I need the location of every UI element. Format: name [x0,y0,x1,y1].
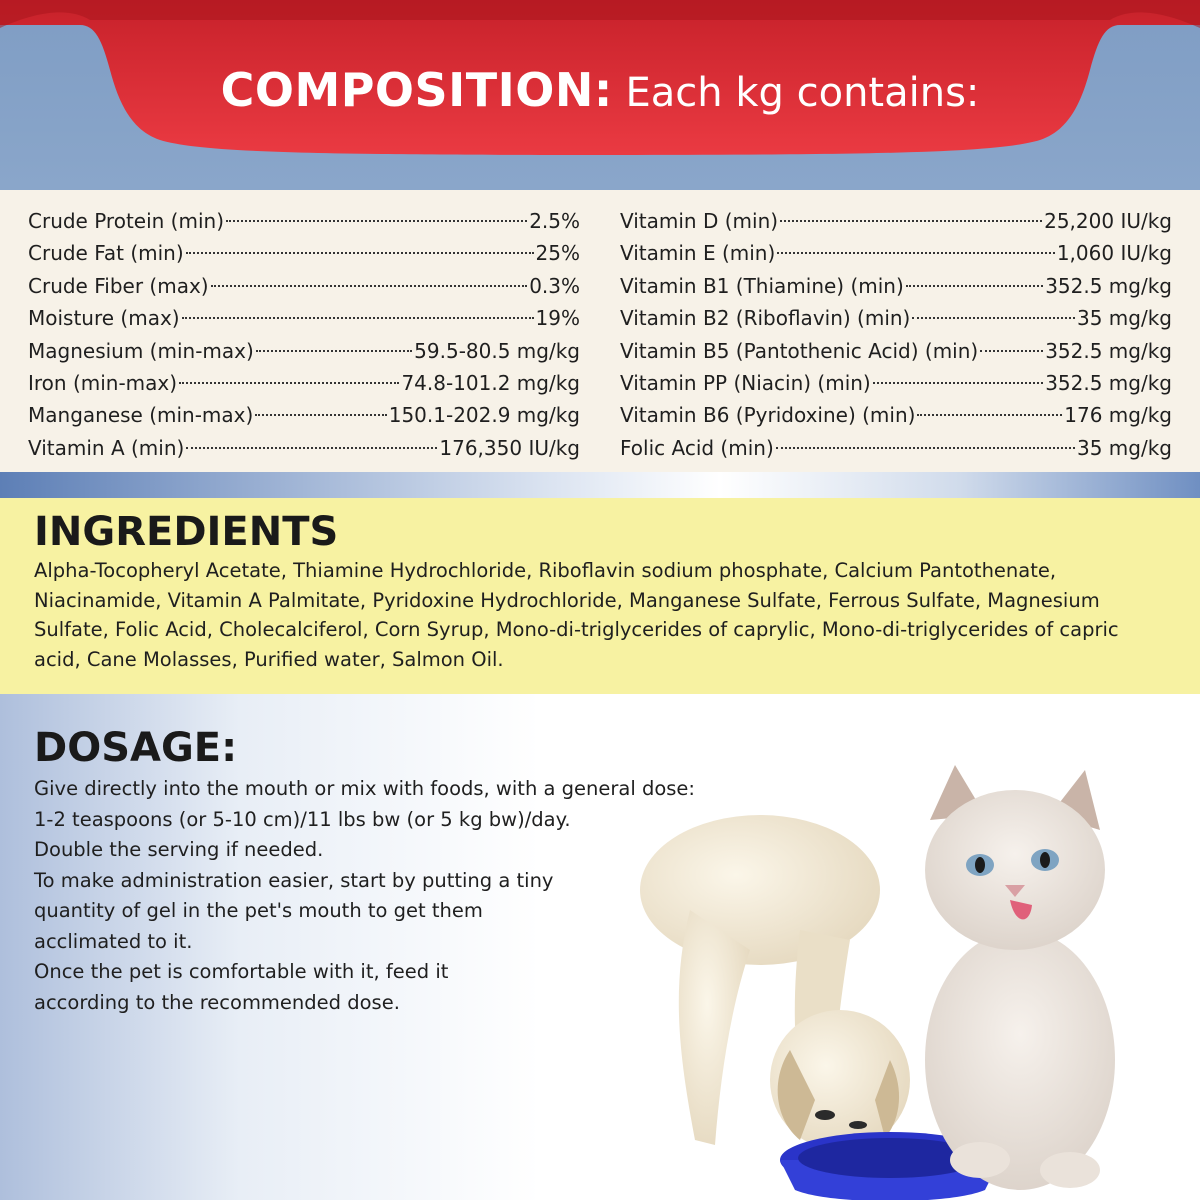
leader-dots [917,414,1062,416]
composition-row [28,205,580,237]
leader-dots [873,382,1043,384]
leader-dots [182,317,534,319]
nutrient-value: 2.5% [529,209,580,233]
nutrient-value: 176,350 IU/kg [439,435,580,460]
leader-dots [980,350,1043,352]
dosage-line: acclimated to it. [34,929,193,953]
composition-row [28,432,580,464]
composition-row [620,335,1172,367]
nutrient-value: 25% [535,241,580,266]
nutrient-label: Magnesium (min-max) [28,338,254,363]
nutrient-label: Crude Protein (min) [28,209,225,233]
nutrient-value: 352.5 mg/kg [1045,273,1172,298]
leader-dots [211,285,528,287]
composition-title [0,60,1200,123]
nutrient-value: 25,200 IU/kg [1044,209,1172,233]
composition-title-bold: COMPOSITION: [220,63,613,117]
nutrient-value: 19% [535,306,580,331]
leader-dots [255,414,386,416]
leader-dots [912,317,1075,319]
ingredients-text: Alpha-Tocopheryl Acetate, Thiamine Hydrochloride, Riboflavin sodium phosphate, Calcium Pantothenate, Niacinamide, Vitamin A Palmitate, Pyridoxine Hydrochloride, Manganese Sulfate, Ferrous Sulfate, Magnesium Sulfate, Folic Acid, Cholecalciferol, Corn Syrup, Mono-di-triglycerides of caprylic, Mono-di-triglycerides of capric acid, Cane Molasses, Purified water, Salmon Oil. [34,559,1119,671]
nutrient-label: Vitamin E (min) [620,241,776,266]
composition-row [620,367,1172,399]
nutrient-label: Vitamin B1 (Thiamine) (min) [620,273,904,298]
leader-dots [776,447,1075,449]
leader-dots [226,220,527,222]
composition-row [620,237,1172,269]
dosage-line: 1-2 teaspoons (or 5-10 cm)/11 lbs bw (or 5 kg bw)/day. [34,807,571,831]
nutrient-value: 35 mg/kg [1077,435,1172,460]
ingredients-section [0,498,1200,694]
composition-row [28,302,580,334]
leader-dots [186,252,534,254]
nutrient-value: 0.3% [529,273,580,298]
composition-column-right [620,205,1172,464]
leader-dots [256,350,412,352]
nutrient-value: 150.1-202.9 mg/kg [388,403,580,428]
dosage-line: Double the serving if needed. [34,838,324,861]
leader-dots [777,252,1055,254]
composition-row [28,335,580,367]
nutrient-value: 352.5 mg/kg [1045,338,1172,363]
ingredients-title: INGREDIENTS [34,509,339,555]
nutrient-label: Folic Acid (min) [620,435,774,460]
composition-row [620,399,1172,431]
composition-row [620,270,1172,302]
composition-row [620,302,1172,334]
nutrient-label: Vitamin D (min) [620,209,779,233]
composition-title-rest: Each kg contains: [612,70,980,116]
dosage-line: quantity of gel in the pet's mouth to get them [34,899,483,922]
nutrient-value: 1,060 IU/kg [1056,241,1172,266]
puppy-and-kitten-image [600,760,1200,1200]
composition-row [28,399,580,431]
kitten [925,765,1115,1190]
nutrient-value: 59.5-80.5 mg/kg [414,338,580,363]
nutrient-label: Manganese (min-max) [28,403,254,428]
nutrient-label: Vitamin B5 (Pantothenic Acid) (min) [620,338,979,363]
divider-band [0,472,1200,498]
nutrient-label: Vitamin A (min) [28,435,185,460]
composition-row [28,237,580,269]
dosage-line: To make administration easier, start by putting a tiny [34,868,554,892]
leader-dots [780,220,1042,222]
nutrient-label: Vitamin B6 (Pyridoxine) (min) [620,403,916,428]
nutrient-label: Crude Fiber (max) [28,273,209,298]
leader-dots [186,447,437,449]
nutrient-value: 352.5 mg/kg [1045,370,1172,395]
puppy [640,815,910,1150]
dosage-line: according to the recommended dose. [34,990,400,1014]
nutrient-label: Crude Fat (min) [28,241,184,266]
leader-dots [179,382,399,384]
leader-dots [906,285,1043,287]
composition-table [0,190,1200,472]
nutrient-value: 74.8-101.2 mg/kg [401,370,580,395]
nutrient-label: Vitamin B2 (Riboflavin) (min) [620,306,911,331]
dosage-title: DOSAGE: [34,725,238,771]
nutrient-label: Vitamin PP (Niacin) (min) [620,370,871,395]
nutrient-label: Moisture (max) [28,306,180,331]
composition-row [620,205,1172,237]
nutrient-value: 176 mg/kg [1064,403,1172,428]
nutrient-label: Iron (min-max) [28,370,178,395]
composition-row [28,270,580,302]
composition-row [28,367,580,399]
composition-row [620,432,1172,464]
composition-column-left [28,205,580,464]
dosage-line: Once the pet is comfortable with it, feed it [34,960,449,983]
nutrient-value: 35 mg/kg [1077,306,1172,331]
dosage-line: Give directly into the mouth or mix with foods, with a general dose: [34,777,696,800]
